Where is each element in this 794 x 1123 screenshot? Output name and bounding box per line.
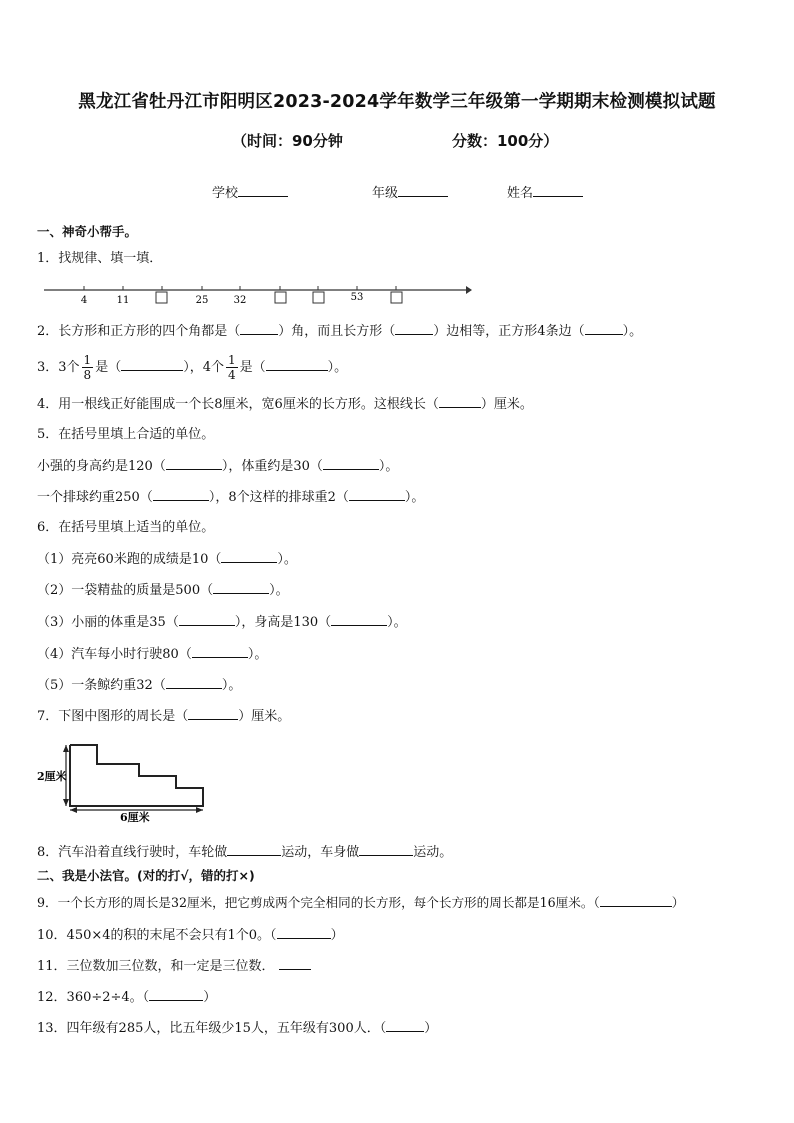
fraction-denominator: 8 xyxy=(83,368,92,382)
q8 xyxy=(37,843,452,862)
q6-text: ）。 xyxy=(221,678,242,693)
q6-text: ），身高是130（ xyxy=(234,615,332,630)
q5-text: ），体重约是30（ xyxy=(221,459,323,474)
q8-blank-2[interactable] xyxy=(359,843,413,856)
answer-box[interactable] xyxy=(156,292,167,303)
q6-item2 xyxy=(37,581,289,600)
tick-label: 4 xyxy=(80,295,88,306)
answer-box[interactable] xyxy=(391,292,402,303)
arrow-right-icon xyxy=(196,807,203,813)
q5-line1 xyxy=(37,457,398,476)
fraction-numerator: 1 xyxy=(227,353,236,367)
q3-text-c: ），4个 xyxy=(183,360,224,375)
height-label: 2厘米 xyxy=(37,770,67,783)
q13-blank[interactable] xyxy=(386,1019,424,1032)
q9-blank[interactable] xyxy=(600,894,672,907)
fraction-denominator: 4 xyxy=(227,368,236,382)
q10-text-a: 10．450×4的积的末尾不会只有1个0。（ xyxy=(37,928,277,943)
q5-text: 一个排球约重250（ xyxy=(37,490,153,505)
fraction-one-eighth xyxy=(82,353,94,382)
grade-field xyxy=(372,182,448,201)
q7-blank[interactable] xyxy=(188,707,238,720)
tick-label: 32 xyxy=(233,295,247,306)
q12 xyxy=(37,988,216,1007)
name-blank[interactable] xyxy=(533,184,583,197)
q2-blank-3[interactable] xyxy=(585,322,623,335)
q6-blank[interactable] xyxy=(331,613,387,626)
width-label: 6厘米 xyxy=(120,811,150,824)
q7 xyxy=(37,707,290,726)
school-field xyxy=(212,182,288,201)
q10 xyxy=(37,926,344,945)
name-label: 姓名 xyxy=(507,186,534,201)
name-field xyxy=(507,182,583,201)
q2-text-d: ）。 xyxy=(622,324,643,339)
q5-text: 5．在括号里填上合适的单位。 xyxy=(37,427,215,442)
q8-text-a: 8．汽车沿着直线行驶时，车轮做 xyxy=(37,845,228,860)
q12-text-b: ） xyxy=(203,990,217,1005)
school-blank[interactable] xyxy=(238,184,288,197)
fraction-one-quarter xyxy=(226,353,238,382)
q1-text: 1．找规律、填一填． xyxy=(37,251,163,266)
q6-text: ）。 xyxy=(277,552,297,567)
tick-label: 11 xyxy=(116,295,130,306)
q13-text-b: ） xyxy=(424,1021,438,1036)
q3-text-e: ）。 xyxy=(327,360,348,375)
grade-blank[interactable] xyxy=(398,184,448,197)
school-label: 学校 xyxy=(212,186,239,201)
q6-blank[interactable] xyxy=(166,676,222,689)
q3 xyxy=(37,349,347,387)
q3-text-d: 是（ xyxy=(239,360,266,375)
answer-box[interactable] xyxy=(275,292,286,303)
q9 xyxy=(37,894,684,912)
q3-text-b: 是（ xyxy=(95,360,122,375)
q5-text: ）。 xyxy=(378,459,399,474)
staircase-figure xyxy=(36,740,211,825)
tick-label: 25 xyxy=(195,295,209,306)
q4 xyxy=(37,395,533,414)
q6-item5 xyxy=(37,676,241,695)
q6-item1 xyxy=(37,550,297,569)
q6-text: ）。 xyxy=(247,647,268,662)
q6-blank[interactable] xyxy=(213,581,269,594)
q6-item3 xyxy=(37,613,407,632)
q6-text: （3）小丽的体重是35（ xyxy=(37,615,179,630)
arrow-left-icon xyxy=(70,807,77,813)
q4-text-b: ）厘米。 xyxy=(480,397,533,412)
arrow-up-icon xyxy=(63,745,69,752)
q5-text: ）。 xyxy=(404,490,425,505)
q5-text: 小强的身高约是120（ xyxy=(37,459,166,474)
q11-blank[interactable] xyxy=(279,957,311,970)
q8-text-b: 运动，车身做 xyxy=(281,845,360,860)
q6-text: 6．在括号里填上适当的单位。 xyxy=(37,520,215,535)
q5-line2 xyxy=(37,488,424,507)
q6-text: ）。 xyxy=(387,615,407,630)
q6-text: ）。 xyxy=(269,583,289,598)
q9-text-b: ） xyxy=(671,895,685,910)
q13 xyxy=(37,1019,437,1038)
q2-text-a: 2．长方形和正方形的四个角都是（ xyxy=(37,324,241,339)
fraction-numerator: 1 xyxy=(83,353,92,367)
section2-heading: 二、我是小法官。(对的打√，错的打×) xyxy=(37,868,255,883)
q3-text-a: 3．3个 xyxy=(37,360,80,375)
q6-text: （1）亮亮60米跑的成绩是10（ xyxy=(37,552,222,567)
q6-item4 xyxy=(37,645,267,664)
q12-blank[interactable] xyxy=(149,988,203,1001)
q2-text-b: ）角，而且长方形（ xyxy=(278,324,396,339)
q2-blank-2[interactable] xyxy=(395,322,433,335)
q5-blank[interactable] xyxy=(349,488,405,501)
q9-text-a: 9．一个长方形的周长是32厘米，把它剪成两个完全相同的长方形，每个长方形的周长都是16厘米。（ xyxy=(37,895,600,910)
q4-text-a: 4．用一根线正好能围成一个长8厘米，宽6厘米的长方形。这根线长（ xyxy=(37,397,439,412)
q6-blank[interactable] xyxy=(192,645,248,658)
q10-blank[interactable] xyxy=(277,926,331,939)
q3-blank-2[interactable] xyxy=(266,358,328,371)
number-line xyxy=(40,280,472,306)
grade-label: 年级 xyxy=(372,186,399,201)
q2-text-c: ）边相等，正方形4条边（ xyxy=(433,324,585,339)
q4-blank[interactable] xyxy=(439,395,481,408)
q6-blank[interactable] xyxy=(221,550,277,563)
q8-blank-1[interactable] xyxy=(227,843,281,856)
q10-text-b: ） xyxy=(330,928,344,943)
arrow-icon xyxy=(466,286,472,294)
q2 xyxy=(37,322,642,341)
staircase-shape xyxy=(70,745,203,806)
q2-blank-1[interactable] xyxy=(240,322,278,335)
answer-box[interactable] xyxy=(313,292,324,303)
q3-blank-1[interactable] xyxy=(121,358,183,371)
q13-text-a: 13．四年级有285人，比五年级少15人，五年级有300人．（ xyxy=(37,1021,387,1036)
q6-text: （4）汽车每小时行驶80（ xyxy=(37,647,192,662)
exam-time: （时间：90分钟 xyxy=(232,132,343,150)
q5-blank[interactable] xyxy=(166,457,222,470)
q5-text: ），8个这样的排球重2（ xyxy=(208,490,349,505)
page-title: 黑龙江省牡丹江市阳明区2023-2024学年数学三年级第一学期期末检测模拟试题 xyxy=(78,92,716,112)
section1-heading: 一、神奇小帮手。 xyxy=(37,224,138,239)
q12-text-a: 12．360÷2÷4。（ xyxy=(37,990,150,1005)
tick-label: 53 xyxy=(350,292,364,303)
q6-text: （2）一袋精盐的质量是500（ xyxy=(37,583,214,598)
q5-blank[interactable] xyxy=(323,457,379,470)
q6-blank[interactable] xyxy=(179,613,235,626)
arrow-down-icon xyxy=(63,799,69,806)
q5-blank[interactable] xyxy=(153,488,209,501)
q8-text-c: 运动。 xyxy=(413,845,453,860)
q6-text: （5）一条鲸约重32（ xyxy=(37,678,166,693)
q11-text-a: 11．三位数加三位数，和一定是三位数． xyxy=(37,959,275,974)
q7-text-b: ）厘米。 xyxy=(238,709,291,724)
q11 xyxy=(37,957,311,976)
q7-text-a: 7．下图中图形的周长是（ xyxy=(37,709,189,724)
exam-score: 分数：100分） xyxy=(452,132,559,150)
